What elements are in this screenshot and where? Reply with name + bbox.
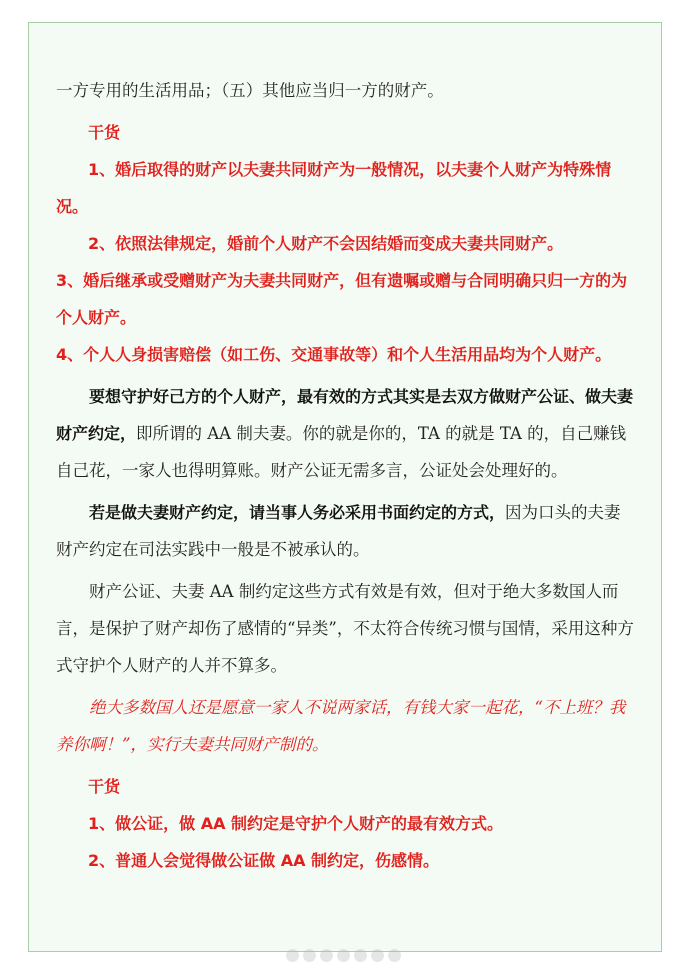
- emphasis-text: 要想守护好己方的个人财产，最有效的方式其实是去双方做财产公证、做夫妻财产约定，: [56, 387, 634, 443]
- watermark-mark-icon: [354, 949, 367, 962]
- watermark-mark-icon: [320, 949, 333, 962]
- paragraph-notarization: [56, 378, 636, 489]
- watermark-mark-icon: [371, 949, 384, 962]
- paragraph-feelings: 财产公证、夫妻 AA 制约定这些方式有效是有效，但对于绝大多数国人而言，是保护了财产却伤了感情的“异类”，不太符合传统习惯与国情，采用这种方式守护个人财产的人并不算多。: [56, 582, 634, 675]
- body-text: 即所谓的 AA 制夫妻。你的就是你的，TA 的就是 TA 的，自己赚钱自己花，一家人也得明算账。财产公证无需多言，公证处会处理好的。: [56, 424, 627, 480]
- section-heading-dry-goods: 干货: [88, 123, 121, 142]
- key-point-4: 4、个人人身损害赔偿（如工伤、交通事故等）和个人生活用品均为个人财产。: [56, 345, 612, 364]
- key-point-3: 3、婚后继承或受赠财产为夫妻共同财产，但有遗嘱或赠与合同明确只归一方的为个人财产。: [56, 271, 628, 327]
- watermark-mark-icon: [388, 949, 401, 962]
- watermark-mark-icon: [303, 949, 316, 962]
- key-point-1: 1、婚后取得的财产以夫妻共同财产为一般情况，以夫妻个人财产为特殊情况。: [56, 160, 612, 216]
- document-body: [56, 72, 636, 879]
- watermark-mark-icon: [337, 949, 350, 962]
- key-point-2: 2、依照法律规定，婚前个人财产不会因结婚而变成夫妻共同财产。: [88, 234, 564, 253]
- section-heading-dry-goods-2: 干货: [88, 777, 121, 796]
- emphasis-text: 若是做夫妻财产约定，请当事人务必采用书面约定的方式，: [89, 503, 506, 522]
- watermark-logo-icon: [286, 949, 299, 962]
- paragraph-continuation: 一方专用的生活用品；（五）其他应当归一方的财产。: [56, 81, 444, 100]
- summary-point-2: 2、普通人会觉得做公证做 AA 制约定，伤感情。: [88, 851, 440, 870]
- paragraph-common-property: 绝大多数国人还是愿意一家人不说两家话，有钱大家一起花，“不上班？我养你啊！”，实行夫妻共同财产制的。: [56, 698, 626, 754]
- summary-point-1: 1、做公证，做 AA 制约定是守护个人财产的最有效方式。: [88, 814, 504, 833]
- watermark: [286, 944, 404, 966]
- paragraph-written-agreement: [56, 494, 636, 568]
- body-text: 因为口头的夫妻财产约定在司法实践中一般是不被承认的。: [56, 503, 621, 559]
